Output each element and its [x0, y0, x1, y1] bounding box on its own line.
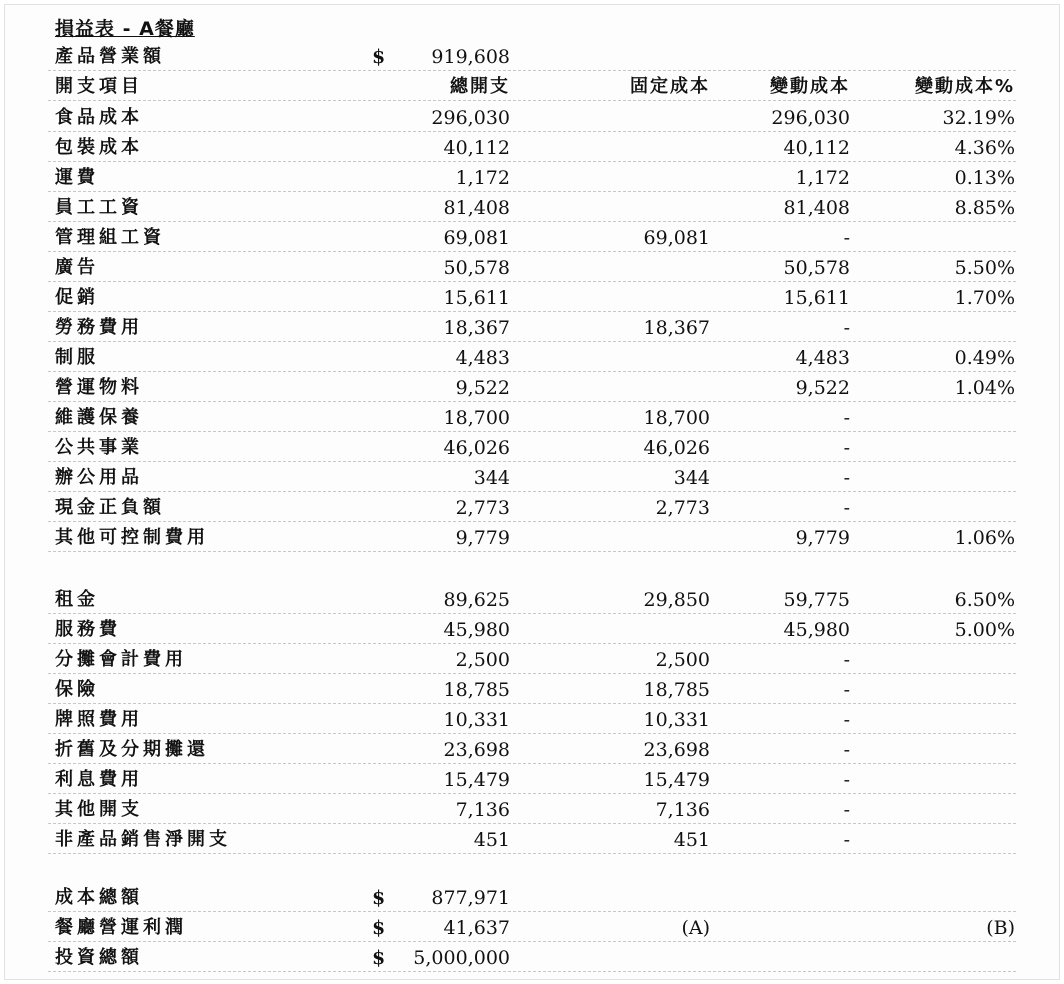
- header-item: 開支項目: [55, 76, 143, 97]
- revenue-value: 919,608: [431, 46, 510, 68]
- row-label: 勞務費用: [55, 317, 143, 338]
- row-fixed-cost: 15,479: [643, 769, 710, 791]
- row-variable-cost: 9,522: [795, 377, 850, 399]
- summary-label: 投資總額: [55, 947, 143, 968]
- revenue-currency: $: [372, 46, 386, 68]
- table-row: [0, 765, 1064, 795]
- summary-note-a: (A): [681, 917, 710, 939]
- document-title-row: [0, 14, 1064, 44]
- row-total: 18,367: [443, 317, 510, 339]
- table-row: [0, 253, 1064, 283]
- summary-value: 41,637: [443, 917, 510, 939]
- summary-currency: $: [372, 887, 386, 909]
- header-total: 總開支: [450, 76, 510, 97]
- row-total: 9,522: [455, 377, 510, 399]
- row-total: 10,331: [443, 709, 510, 731]
- row-variable-cost: 1,172: [795, 167, 850, 189]
- row-variable-pct: 5.00%: [954, 619, 1015, 641]
- row-total: 18,785: [443, 679, 510, 701]
- table-row: [0, 523, 1064, 553]
- summary-value: 877,971: [431, 887, 510, 909]
- row-total: 18,700: [443, 407, 510, 429]
- row-variable-cost: 4,483: [795, 347, 850, 369]
- row-variable-pct: 1.04%: [954, 377, 1015, 399]
- summary-note-b: (B): [986, 917, 1015, 939]
- header-variable-pct: 變動成本%: [914, 76, 1015, 97]
- table-header: [0, 72, 1064, 102]
- row-total: 9,779: [455, 527, 510, 549]
- row-label: 廣告: [55, 257, 99, 278]
- row-variable-cost: -: [843, 317, 850, 339]
- row-fixed-cost: 10,331: [643, 709, 710, 731]
- revenue-label: 產品營業額: [55, 46, 165, 67]
- table-row: [0, 193, 1064, 223]
- row-label: 管理組工資: [55, 227, 165, 248]
- row-label: 促銷: [55, 287, 99, 308]
- row-total: 1,172: [455, 167, 510, 189]
- row-label: 折舊及分期攤還: [55, 739, 209, 760]
- row-variable-cost: 296,030: [771, 107, 850, 129]
- summary-currency: $: [372, 947, 386, 969]
- row-label: 保險: [55, 679, 99, 700]
- summary-label: 餐廳營運利潤: [55, 917, 187, 938]
- table-row: [0, 705, 1064, 735]
- table-row: [0, 313, 1064, 343]
- row-total: 451: [473, 829, 510, 851]
- row-variable-pct: 0.49%: [954, 347, 1015, 369]
- table-row: [0, 433, 1064, 463]
- table-row: [0, 795, 1064, 825]
- row-variable-cost: -: [843, 709, 850, 731]
- row-variable-pct: 1.06%: [954, 527, 1015, 549]
- row-label: 利息費用: [55, 769, 143, 790]
- row-variable-cost: -: [843, 497, 850, 519]
- table-row: [0, 645, 1064, 675]
- row-variable-cost: 50,578: [783, 257, 850, 279]
- row-label: 分攤會計費用: [55, 649, 187, 670]
- row-total: 2,500: [455, 649, 510, 671]
- row-variable-pct: 1.70%: [954, 287, 1015, 309]
- row-label: 食品成本: [55, 107, 143, 128]
- row-total: 45,980: [443, 619, 510, 641]
- row-variable-cost: 45,980: [783, 619, 850, 641]
- row-total: 40,112: [443, 137, 510, 159]
- row-variable-cost: -: [843, 227, 850, 249]
- row-label: 現金正負額: [55, 497, 165, 518]
- row-variable-cost: -: [843, 407, 850, 429]
- row-fixed-cost: 23,698: [643, 739, 710, 761]
- row-fixed-cost: 344: [673, 467, 710, 489]
- table-row: [0, 163, 1064, 193]
- row-variable-pct: 5.50%: [954, 257, 1015, 279]
- table-row: [0, 373, 1064, 403]
- row-label: 包裝成本: [55, 137, 143, 158]
- row-variable-cost: -: [843, 437, 850, 459]
- row-fixed-cost: 2,500: [655, 649, 710, 671]
- table-row: [0, 403, 1064, 433]
- row-variable-pct: 6.50%: [954, 589, 1015, 611]
- row-variable-cost: 15,611: [783, 287, 850, 309]
- table-row: [0, 133, 1064, 163]
- table-row: [0, 825, 1064, 855]
- row-total: 344: [473, 467, 510, 489]
- table-row: [0, 463, 1064, 493]
- row-label: 員工工資: [55, 197, 143, 218]
- row-variable-pct: 0.13%: [954, 167, 1015, 189]
- row-label: 運費: [55, 167, 99, 188]
- row-total: 89,625: [443, 589, 510, 611]
- summary-row: [0, 883, 1064, 913]
- row-fixed-cost: 46,026: [643, 437, 710, 459]
- row-variable-cost: -: [843, 769, 850, 791]
- row-total: 15,611: [443, 287, 510, 309]
- row-fixed-cost: 451: [673, 829, 710, 851]
- summary-value: 5,000,000: [413, 947, 510, 969]
- row-variable-pct: 32.19%: [942, 107, 1015, 129]
- row-variable-cost: -: [843, 799, 850, 821]
- row-label: 營運物料: [55, 377, 143, 398]
- row-label: 其他可控制費用: [55, 527, 209, 548]
- row-label: 牌照費用: [55, 709, 143, 730]
- row-variable-pct: 4.36%: [954, 137, 1015, 159]
- summary-label: 成本總額: [55, 887, 143, 908]
- table-row: [0, 493, 1064, 523]
- document-title: 損益表 - A餐廳: [55, 18, 195, 40]
- row-label: 公共事業: [55, 437, 143, 458]
- row-fixed-cost: 18,785: [643, 679, 710, 701]
- row-fixed-cost: 7,136: [655, 799, 710, 821]
- row-fixed-cost: 2,773: [655, 497, 710, 519]
- row-variable-cost: 9,779: [795, 527, 850, 549]
- table-row: [0, 675, 1064, 705]
- row-variable-cost: 59,775: [783, 589, 850, 611]
- table-row: [0, 283, 1064, 313]
- summary-row: [0, 913, 1064, 943]
- row-variable-cost: 81,408: [783, 197, 850, 219]
- table-row: [0, 343, 1064, 373]
- row-total: 296,030: [431, 107, 510, 129]
- row-fixed-cost: 18,700: [643, 407, 710, 429]
- row-total: 7,136: [455, 799, 510, 821]
- row-total: 50,578: [443, 257, 510, 279]
- row-label: 維護保養: [55, 407, 143, 428]
- summary-row: [0, 943, 1064, 973]
- row-label: 制服: [55, 347, 99, 368]
- row-total: 46,026: [443, 437, 510, 459]
- table-row: [0, 735, 1064, 765]
- row-total: 2,773: [455, 497, 510, 519]
- header-fixed: 固定成本: [630, 76, 710, 97]
- revenue-row: [0, 42, 1064, 72]
- row-total: 81,408: [443, 197, 510, 219]
- row-variable-cost: 40,112: [783, 137, 850, 159]
- row-total: 23,698: [443, 739, 510, 761]
- row-variable-cost: -: [843, 829, 850, 851]
- row-variable-pct: 8.85%: [954, 197, 1015, 219]
- row-variable-cost: -: [843, 739, 850, 761]
- row-total: 15,479: [443, 769, 510, 791]
- table-row: [0, 615, 1064, 645]
- row-label: 辦公用品: [55, 467, 143, 488]
- header-variable: 變動成本: [770, 76, 850, 97]
- table-row: [0, 103, 1064, 133]
- row-label: 租金: [55, 589, 99, 610]
- table-row: [0, 223, 1064, 253]
- row-total: 69,081: [443, 227, 510, 249]
- table-row: [0, 585, 1064, 615]
- row-fixed-cost: 18,367: [643, 317, 710, 339]
- summary-currency: $: [372, 917, 386, 939]
- row-fixed-cost: 29,850: [643, 589, 710, 611]
- row-label: 服務費: [55, 619, 121, 640]
- row-total: 4,483: [455, 347, 510, 369]
- row-fixed-cost: 69,081: [643, 227, 710, 249]
- row-variable-cost: -: [843, 467, 850, 489]
- row-label: 其他開支: [55, 799, 143, 820]
- row-variable-cost: -: [843, 679, 850, 701]
- row-label: 非產品銷售淨開支: [55, 829, 231, 850]
- row-variable-cost: -: [843, 649, 850, 671]
